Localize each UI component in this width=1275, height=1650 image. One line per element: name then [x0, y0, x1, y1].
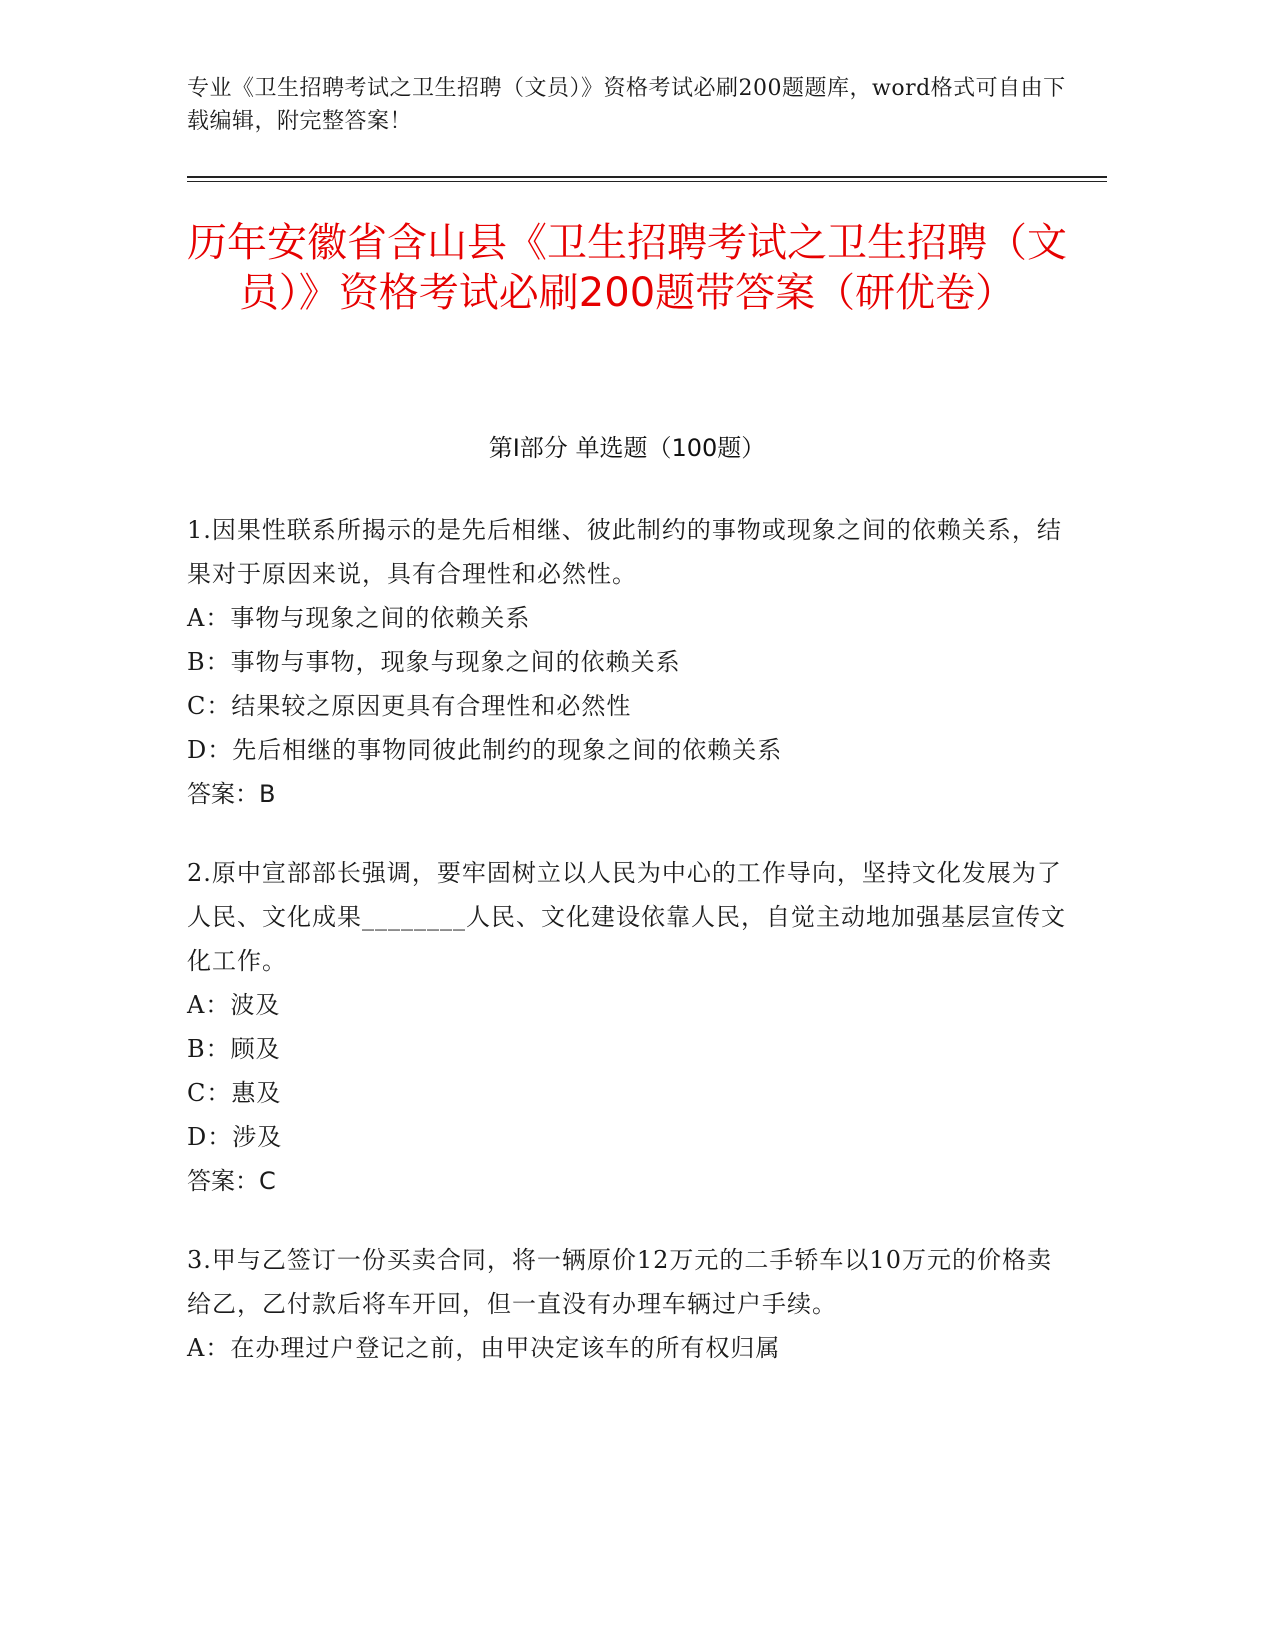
- question-3: [187, 1238, 1067, 1370]
- question-list: [187, 508, 1067, 1405]
- option-c: C：惠及: [187, 1079, 282, 1107]
- option-a: A：事物与现象之间的依赖关系: [187, 604, 531, 632]
- question-stem: 1.因果性联系所揭示的是先后相继、彼此制约的事物或现象之间的依赖关系，结果对于原因来说，具有合理性和必然性。: [187, 516, 1062, 588]
- header-note: 专业《卫生招聘考试之卫生招聘（文员）》资格考试必刷200题题库，word格式可自由下载编辑，附完整答案！: [187, 76, 1066, 134]
- option-d: D：先后相继的事物同彼此制约的现象之间的依赖关系: [187, 736, 783, 764]
- answer-label: 答案：C: [187, 1167, 276, 1195]
- option-a: A：波及: [187, 991, 281, 1019]
- option-b: B：事物与事物，现象与现象之间的依赖关系: [187, 648, 681, 676]
- option-a: A：在办理过户登记之前，由甲决定该车的所有权归属: [187, 1334, 781, 1362]
- option-b: B：顾及: [187, 1035, 281, 1063]
- question-stem: 3.甲与乙签订一份买卖合同，将一辆原价12万元的二手轿车以10万元的价格卖给乙，乙付款后将车开回，但一直没有办理车辆过户手续。: [187, 1246, 1052, 1318]
- option-c: C：结果较之原因更具有合理性和必然性: [187, 692, 632, 720]
- document-title: 历年安徽省含山县《卫生招聘考试之卫生招聘（文员）》资格考试必刷200题带答案（研优卷）: [187, 220, 1067, 316]
- question-1: [187, 508, 1067, 816]
- question-2: [187, 851, 1067, 1203]
- question-stem: 2.原中宣部部长强调，要牢固树立以人民为中心的工作导向，坚持文化发展为了人民、文化成果________人民、文化建设依靠人民，自觉主动地加强基层宣传文化工作。: [187, 859, 1066, 975]
- answer-label: 答案：B: [187, 780, 276, 808]
- section-title: 第Ⅰ部分 单选题（100题）: [488, 434, 766, 462]
- option-d: D：涉及: [187, 1123, 283, 1151]
- header-rule-thick: [187, 176, 1107, 178]
- header-rule-thin: [187, 181, 1107, 182]
